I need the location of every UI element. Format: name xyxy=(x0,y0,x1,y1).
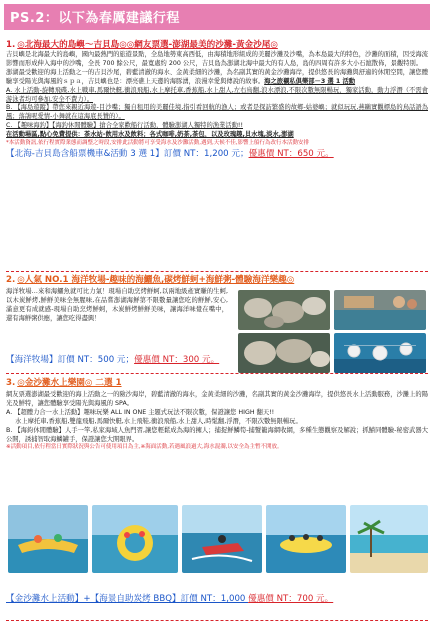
divider-3 xyxy=(6,620,428,621)
section-jibei xyxy=(6,40,428,160)
section3-item-b: B. 【海鈞休閒體驗】人手一竿,私家海域人魚門習,讓您輕鬆成為海的擁人；捕捉鮮鱗筍-捕蟹籠海網收網，多種生態觀察及解說；抓鱝同體驗-秘密武器大公開，誘捕智取海鱗罐手，保證讓您大開眼界。 xyxy=(6,426,428,443)
section3-price: 【金沙灘水上活動】+【海景自助炭烤 BBQ】訂價 NT：1,000 優惠價 NT：700 元。 xyxy=(6,594,334,604)
ocean-farm-photo-4 xyxy=(334,333,426,373)
watersports-photo-2 xyxy=(92,505,178,573)
section1-intro2: 澎湖最受歡迎的海上活動之一的吉貝沙尾，碧藍清澈的海水、金黃柔細的沙灘，為名副其實的黃金沙灘海岸，提供悠長的海灘與舒適的休閒空間，讓您體驗享受陽光與海風的ｓｐａ，吉貝嶼也是：漂亮礁上天邊的海豚湧，浪漫幸愛與傳說的故事。海之旅襯私俱樂部－3 選 1 活動 xyxy=(6,68,428,85)
section1-title: 1. ◎北海最大的島嶼～吉貝島◎◎網友票選-澎湖最美的沙灘-黃金沙尾◎ xyxy=(6,40,278,50)
watersports-photo-3 xyxy=(182,505,262,573)
section3-price-wrap xyxy=(6,594,428,605)
section1-item-c: C. 【趣味海釣】【海釣休閒體驗】搶合全家歡船行活動，體驗澎湖人獨特的漁業活動!! xyxy=(6,122,243,130)
section3-item-a: A. 【超體力合一水上活動】趣味玩樂 ALL IN ONE 主題式玩法不限次數，保證讓您 HIGH 翻天!! xyxy=(6,408,275,416)
section1-item-b: B. 【海島遊蹤】帶您來親近海遊-目沙嘴；獨自租用的美麗佳境,指引看回航的漁人；或者是探訪繁盛的故鄉-姑婆嶼；就似玩玩,燕鷗實觀標島的鳥話語為風；落鴿呢愛情-小舞就在這海底長贊的）。 xyxy=(6,104,428,121)
divider-2 xyxy=(6,373,428,374)
header-title: PS.2：以下為春厲建議行程 xyxy=(10,11,180,26)
section2-title: 2. ◎人氣 NO.1 海洋牧場-趣味的海鱺魚,碳烤鮮蚵+海鮮粥-體驗海洋樂趣◎ xyxy=(6,275,295,285)
ocean-farm-photo-2 xyxy=(334,290,426,330)
watersports-photo-1 xyxy=(8,505,88,573)
section1-price: 【北海-吉貝島含船票機車&活動 3 選 1】訂價 NT：1,200 元；優惠價 NT：650 元。 xyxy=(6,149,334,160)
section3-title: 3. ◎金沙灘水上樂園◎ 二選 1 xyxy=(6,378,122,388)
page-header xyxy=(4,4,430,30)
divider-1 xyxy=(6,271,428,272)
section3-item-a2: 水上摩托車,香蕉船,雙龍飛船,馬爾快艇,水上飛鞋,衝浪飛船,水上甜人,時髦翻,浮潛，不限次數無限暢玩。 xyxy=(15,417,302,425)
section-golden-sand xyxy=(6,378,428,451)
section1-item-c2: 在活動場區,點心免費提供：茶水站-飲用水及飲料；各式咖啡,奶茶,茶包，以及玫瑰趣,貝水塊,淡水,澎湖 xyxy=(6,131,294,139)
section3-note: ※活動項目,依行程當日實際狀況與公告可使用項目為主,※海面活動,若遇風浪過大,海水混濁,以安全為主暫不開放。 xyxy=(6,444,283,451)
section3-desc: 網友票選澎湖最受歡迎的海上活動之一的險沙海岸，碧藍清澈的海水，金黃柔細的沙灘，名副其實的黃金沙灘海岸，提供悠長水上活動服務，沙灘上的陽光及鮮特，讓您體驗享受陽光與海風的 SPA。 xyxy=(6,391,428,407)
section2-price: 【海洋牧場】訂價 NT：500 元；優惠價 NT：300 元。 xyxy=(6,355,220,365)
ocean-farm-photo-3 xyxy=(238,333,330,373)
section2-desc: 海洋牧場…來和海鱺魚就可比力氣！現場自助烹烤鮮蚵,以兩地級產實賺的生蚵,以木炭鮮烤,鮮鮮美味全無腥味,在品嘗澎湖海鮮第不限數量讓您吃的鮮鮮,安心,滿意更有成就感-現場自助烹烤鮮蚵，木炭鮮烤鮮鮮美味，讓海洋味覺在嘴中，還有海鮮粥供應，讓您吃得盡興！ xyxy=(6,288,228,322)
beach-photo xyxy=(350,505,428,573)
section2-price-wrap xyxy=(6,355,428,366)
section1-intro: 吉貝嶼是北海最大的島嶼，國內最熱門的旅遊景點，全島地勢東高西低，由海積地形組成的美麗沙灘及沙嘴，為本島最大的特色，沙灘的面積，因受海流影響而形成伸入海中的沙嘴，全長 700 餘公尺，最寬處約 200 公尺，吉貝島為澎湖北海中最大的有人島，島的四周有許多大小石滬散佈，景觀特別。 xyxy=(6,51,428,67)
ocean-farm-photo-1 xyxy=(238,290,330,330)
section1-item-a: A. 水上活動-旋轉飛碟,水上戰車,馬爾快艇,衝浪飛船,水上摩托車,香蕉船,水上甜人,左右鳥翻,浪水漂浪,不限次數無限暢玩，獨家活動，動力浮潛（不需會游泳者均可參加,安全不費力）。 xyxy=(6,86,428,103)
section1-note: *本活動資訊,依行程實際業態而調整之時段,安排此活動將可享受海水及沙灘活動,遇到,天候不佳,影響上船行為改行本活動安排 xyxy=(6,140,309,147)
watersports-photo-4 xyxy=(266,505,346,573)
